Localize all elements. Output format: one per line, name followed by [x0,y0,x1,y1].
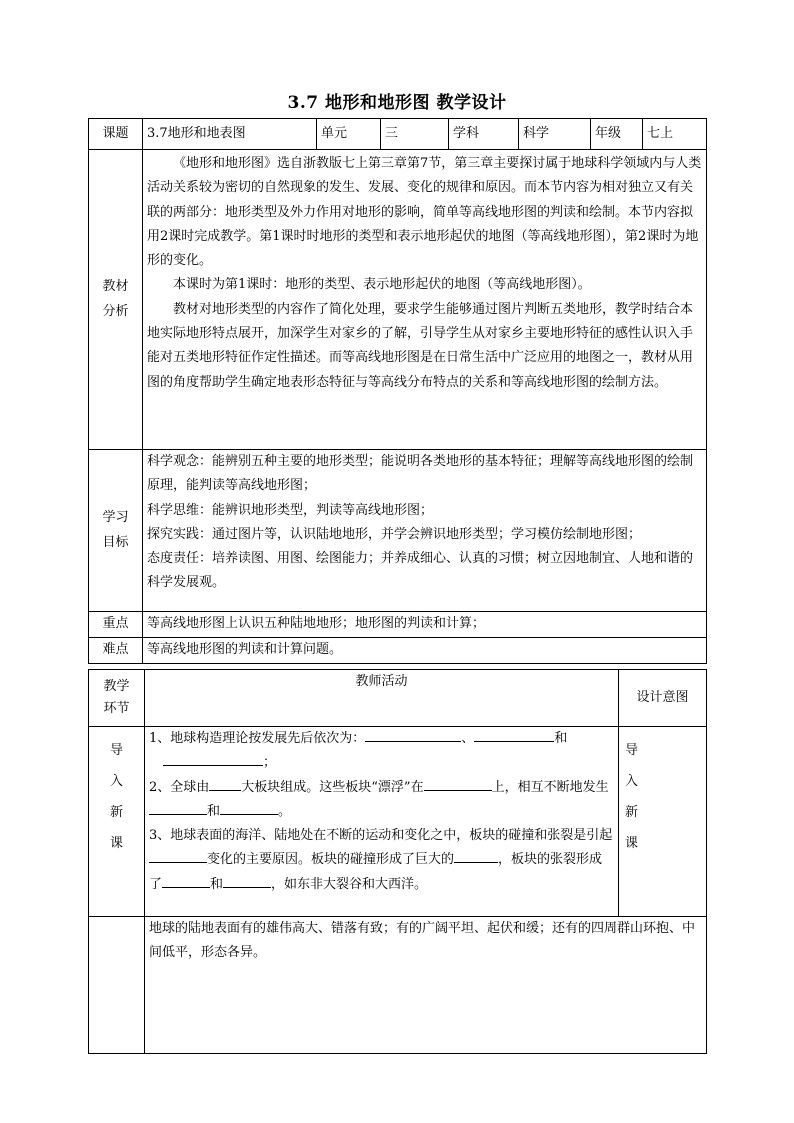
objective-item: 态度责任：培养读图、用图、绘图能力；并养成细心、认真的习惯；树立因地制宜、人地和谐的科学发展观。 [147,551,694,591]
lesson-info-table [88,118,707,664]
question-2: 2、全球由 大板块组成。这些板块“漂浮”在 上，相互不断地发生和 。 [149,776,614,825]
answer-blank[interactable] [149,800,207,815]
stage-char: 新 [109,805,123,820]
intro-questions [145,727,619,917]
analysis-label-line1: 教材 [102,279,129,295]
objective-item: 科学观念：能辨别五种主要的地形类型；能说明各类地形的基本特征；理解等高线地形图的绘制原理，能判读等高线地形图； [147,454,694,494]
answer-blank[interactable] [209,776,241,791]
objective-item: 科学思维：能辨识地形类型，判读等高线地形图； [147,502,434,518]
answer-blank[interactable] [474,727,554,742]
subject-label: 学科 [449,119,519,150]
analysis-paragraph: 《地形和地形图》选自浙教版七上第三章第7节，第三章主要探讨属于地球科学领域内与人类活动关系较为密切的自然现象的发生、发展、变化的规律和原因。而本节内容为相对独立又有关联的两部分：地形类型及外力作用对地形的影响，简单等高线地形图的判读和绘制。本节内容拟用2课时完成教学。第1课时时地形的类型和表示地形起伏的地图（等高线地形图），第2课时为地形的变化。 [147,156,702,269]
intent-char: 入 [625,774,639,789]
teaching-process-table [88,669,707,1054]
teacher-activity-header: 教师活动 [145,670,619,727]
topic-value: 3.7地形和地表图 [143,119,317,150]
unit-label: 单元 [317,119,381,150]
difficulty-value: 等高线地形图的判读和计算问题。 [143,638,707,664]
objectives-label-line1: 学习 [102,510,129,526]
answer-blank[interactable] [163,751,263,766]
question-1-cont: ； [149,751,614,775]
grade-label: 年级 [591,119,643,150]
key-point-value: 等高线地形图上认识五种陆地地形；地形图的判读和计算； [143,612,707,638]
intent-intro-cell [619,727,707,917]
key-point-label: 重点 [89,612,143,638]
answer-blank[interactable] [454,848,498,863]
objectives-content [143,450,707,612]
answer-blank[interactable] [162,873,210,888]
analysis-paragraph: 本课时为第1课时：地形的类型、表示地形起伏的地图（等高线地形图）。 [173,277,591,293]
analysis-label-line2: 分析 [102,303,129,319]
objectives-label-line2: 目标 [102,534,129,550]
difficulty-label: 难点 [89,638,143,664]
analysis-label [89,150,143,450]
subject-value: 科学 [519,119,591,150]
grade-value: 七上 [643,119,707,150]
objective-item: 探究实践：通过图片等，认识陆地地形，并学会辨识地形类型；学习模仿绘制地形图； [147,526,642,542]
design-intent-header: 设计意图 [619,670,707,727]
stage-char: 课 [109,836,123,851]
answer-blank[interactable] [365,727,461,742]
answer-blank[interactable] [424,776,492,791]
intro-description: 地球的陆地表面有的雄伟高大、错落有致；有的广阔平坦、起伏和缓；还有的四周群山环抱、中间低平，形态各异。 [145,917,707,1054]
stage-char: 入 [109,774,123,789]
analysis-content [143,150,707,450]
process-stage-header [89,670,145,727]
question-3: 3、地球表面的海洋、陆地处在不断的运动和变化之中，板块的碰撞和张裂是引起变化的主要原因。板块的碰撞形成了巨大的 ，板块的张裂形成了 和 ，如东非大裂谷和大西洋。 [149,828,613,892]
analysis-paragraph: 教材对地形类型的内容作了简化处理，要求学生能够通过图片判断五类地形，教学时结合本地实际地形特点展开，加深学生对家乡的了解，引导学生从对家乡主要地形特征的感性认识入手能对五类地形特征作定性描述。而等高线地形图是在日常生活中广泛应用的地图之一，教材从用图的角度帮助学生确定地表形态特征与等高线分布特点的关系和等高线地形图的绘制方法。 [147,301,694,390]
topic-label: 课题 [89,119,143,150]
intent-char: 课 [625,836,639,851]
answer-blank[interactable] [149,848,207,863]
stage-header-line1: 教学 [103,679,130,694]
intent-char: 导 [625,743,639,758]
document-title: 3.7 地形和地形图 教学设计 [287,93,507,113]
unit-value: 三 [381,119,449,150]
answer-blank[interactable] [223,873,271,888]
stage-char: 导 [109,743,123,758]
objectives-label [89,450,143,612]
answer-blank[interactable] [220,800,278,815]
intent-char: 新 [625,805,639,820]
stage-header-line2: 环节 [103,701,130,716]
question-1: 1、地球构造理论按发展先后依次为： 、 和 [149,727,614,751]
stage-intro-cell [89,727,145,917]
stage-empty-cell [89,917,145,1054]
